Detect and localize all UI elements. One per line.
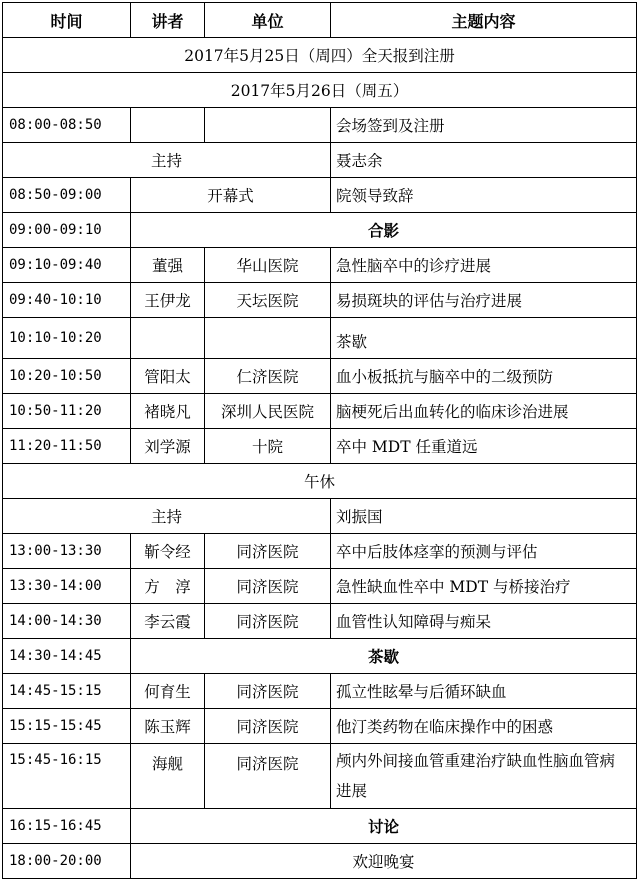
unit-cell: 同济医院	[205, 604, 331, 639]
table-row	[3, 534, 637, 569]
col-header-time: 时间	[3, 3, 131, 38]
topic-cell: 会场签到及注册	[331, 108, 637, 143]
table-row	[3, 394, 637, 429]
topic-cell: 易损斑块的评估与治疗进展	[331, 283, 637, 318]
table-row	[3, 744, 637, 809]
time-cell: 09:40-10:10	[3, 283, 131, 318]
topic-cell: 院领导致辞	[331, 178, 637, 213]
time-cell: 13:30-14:00	[3, 569, 131, 604]
col-header-speaker: 讲者	[131, 3, 205, 38]
table-row	[3, 639, 637, 674]
day-row	[3, 38, 637, 73]
header-row	[3, 3, 637, 38]
table-row	[3, 359, 637, 394]
topic-cell: 血小板抵抗与脑卒中的二级预防	[331, 359, 637, 394]
table-row	[3, 213, 637, 248]
topic-cell: 脑梗死后出血转化的临床诊治进展	[331, 394, 637, 429]
table-row	[3, 809, 637, 844]
host-name: 聂志余	[331, 143, 637, 178]
unit-cell: 深圳人民医院	[205, 394, 331, 429]
speaker-cell: 管阳太	[131, 359, 205, 394]
time-cell: 10:50-11:20	[3, 394, 131, 429]
unit-cell: 十院	[205, 429, 331, 464]
table-row	[3, 248, 637, 283]
session-label: 开幕式	[131, 178, 331, 213]
table-row	[3, 429, 637, 464]
time-cell: 11:20-11:50	[3, 429, 131, 464]
speaker-cell: 褚晓凡	[131, 394, 205, 429]
unit-cell: 同济医院	[205, 709, 331, 744]
host-label: 主持	[3, 499, 331, 534]
time-cell: 10:10-10:20	[3, 318, 131, 359]
lunch-break: 午休	[3, 464, 637, 499]
span-cell: 讨论	[131, 809, 637, 844]
day1-banner: 2017年5月25日（周四）全天报到注册	[3, 38, 637, 73]
host-row	[3, 143, 637, 178]
topic-cell: 急性缺血性卒中 MDT 与桥接治疗	[331, 569, 637, 604]
break-row	[3, 464, 637, 499]
span-cell: 茶歇	[131, 639, 637, 674]
topic-cell: 急性脑卒中的诊疗进展	[331, 248, 637, 283]
topic-cell: 茶歇	[331, 318, 637, 359]
dinner-cell: 欢迎晚宴	[131, 844, 637, 879]
unit-cell: 同济医院	[205, 534, 331, 569]
time-cell: 08:50-09:00	[3, 178, 131, 213]
unit-cell	[205, 108, 331, 143]
table-row	[3, 318, 637, 359]
speaker-cell: 王伊龙	[131, 283, 205, 318]
topic-cell: 卒中 MDT 任重道远	[331, 429, 637, 464]
span-cell: 合影	[131, 213, 637, 248]
speaker-cell: 方 淳	[131, 569, 205, 604]
table-row	[3, 844, 637, 879]
topic-cell: 血管性认知障碍与痴呆	[331, 604, 637, 639]
speaker-cell: 刘学源	[131, 429, 205, 464]
unit-cell: 仁济医院	[205, 359, 331, 394]
col-header-unit: 单位	[205, 3, 331, 38]
time-cell: 16:15-16:45	[3, 809, 131, 844]
time-cell: 15:15-15:45	[3, 709, 131, 744]
topic-cell: 颅内外间接血管重建治疗缺血性脑血管病进展	[331, 744, 637, 809]
table-row	[3, 674, 637, 709]
table-row	[3, 178, 637, 213]
col-header-topic: 主题内容	[331, 3, 637, 38]
speaker-cell: 靳令经	[131, 534, 205, 569]
speaker-cell: 海舰	[131, 744, 205, 809]
speaker-cell: 董强	[131, 248, 205, 283]
table-row	[3, 569, 637, 604]
table-row	[3, 108, 637, 143]
schedule-table	[2, 2, 637, 879]
host-name: 刘振国	[331, 499, 637, 534]
speaker-cell	[131, 318, 205, 359]
time-cell: 14:00-14:30	[3, 604, 131, 639]
speaker-cell: 李云霞	[131, 604, 205, 639]
time-cell: 13:00-13:30	[3, 534, 131, 569]
unit-cell: 华山医院	[205, 248, 331, 283]
unit-cell: 同济医院	[205, 744, 331, 809]
host-row	[3, 499, 637, 534]
speaker-cell: 陈玉辉	[131, 709, 205, 744]
time-cell: 18:00-20:00	[3, 844, 131, 879]
time-cell: 14:30-14:45	[3, 639, 131, 674]
time-cell: 09:10-09:40	[3, 248, 131, 283]
host-label: 主持	[3, 143, 331, 178]
speaker-cell: 何育生	[131, 674, 205, 709]
day-row	[3, 73, 637, 108]
unit-cell: 同济医院	[205, 569, 331, 604]
unit-cell: 同济医院	[205, 674, 331, 709]
unit-cell	[205, 318, 331, 359]
time-cell: 09:00-09:10	[3, 213, 131, 248]
time-cell: 10:20-10:50	[3, 359, 131, 394]
table-row	[3, 283, 637, 318]
time-cell: 14:45-15:15	[3, 674, 131, 709]
topic-cell: 孤立性眩晕与后循环缺血	[331, 674, 637, 709]
speaker-cell	[131, 108, 205, 143]
table-row	[3, 604, 637, 639]
unit-cell: 天坛医院	[205, 283, 331, 318]
time-cell: 08:00-08:50	[3, 108, 131, 143]
topic-cell: 卒中后肢体痉挛的预测与评估	[331, 534, 637, 569]
topic-cell: 他汀类药物在临床操作中的困惑	[331, 709, 637, 744]
time-cell: 15:45-16:15	[3, 744, 131, 809]
table-row	[3, 709, 637, 744]
day2-banner: 2017年5月26日（周五）	[3, 73, 637, 108]
